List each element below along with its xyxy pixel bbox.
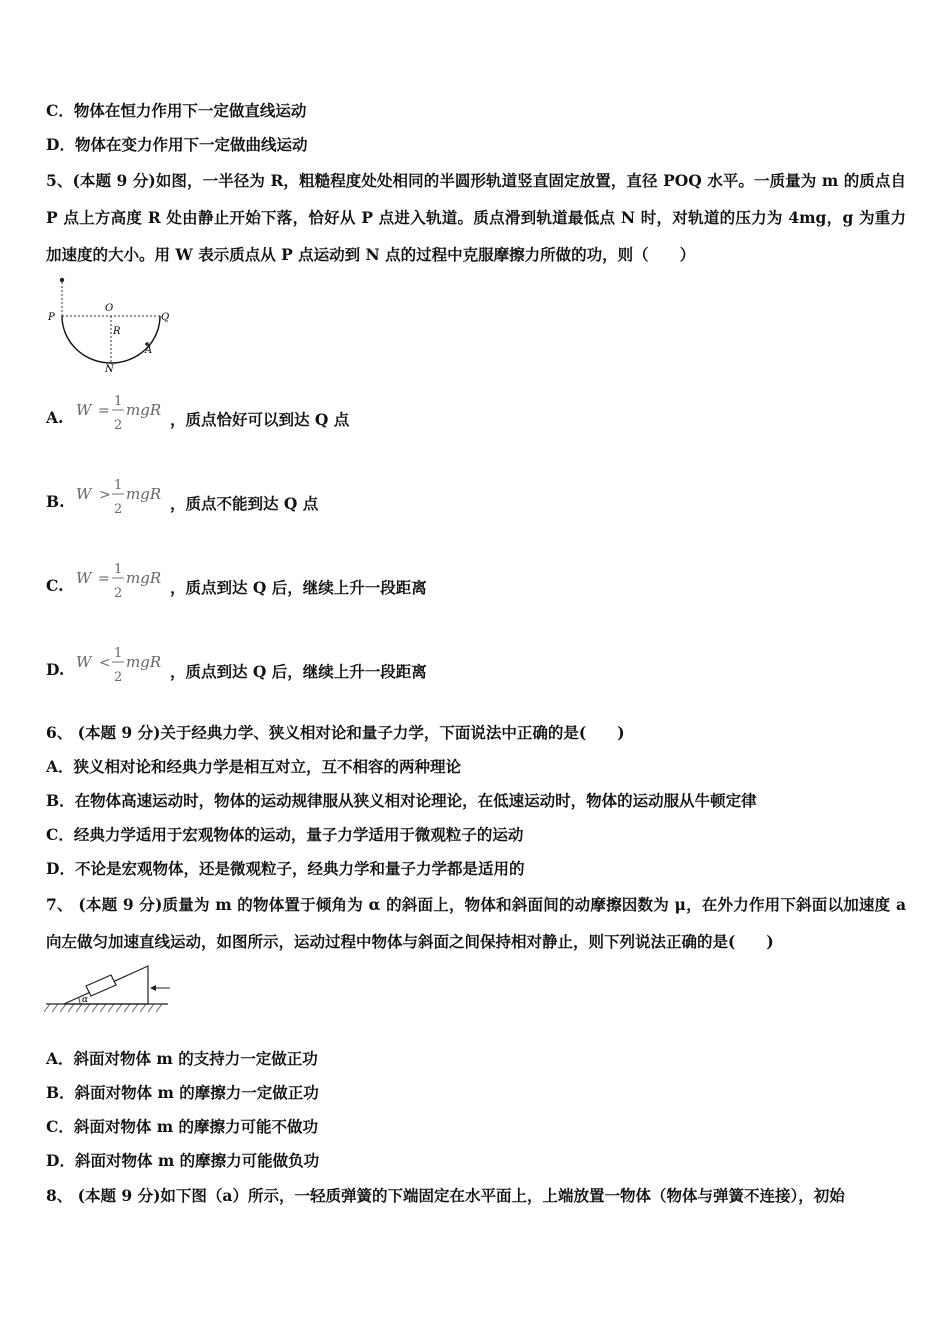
formula — [76, 642, 168, 692]
q7-stem: 7、 (本题 9 分)质量为 m 的物体置于倾角为 α 的斜面上，物体和斜面间的动摩擦因数为 μ，在外力作用下斜面以加速度 a 向左做匀加速直线运动，如图所示，运动过程中物体与斜面之间保持相对静止，则下列说法正确的是( ) — [46, 895, 906, 951]
label-alpha: α — [82, 995, 89, 1005]
q7-option-a: A．斜面对物体 m 的支持力一定做正功 — [46, 1049, 318, 1068]
svg-text:W: W — [76, 401, 92, 419]
q5-stem: 5、(本题 9 分)如图，一半径为 R，粗糙程度处处相同的半圆形轨道竖直固定放置，直径 POQ 水平。一质量为 m 的质点自 P 点上方高度 R 处由静止开始下落，恰好从 P 点进入轨道。质点滑到轨道最低点 N 时，对轨道的压力为 4mg，g 为重力加速度的大小。用 W 表示质点从 P 点运动到 N 点的过程中克服摩擦力所做的功，则（ ） — [46, 171, 906, 264]
svg-text:2: 2 — [114, 670, 123, 685]
svg-text:>: > — [99, 487, 111, 503]
ground-hatch — [44, 1004, 162, 1012]
svg-text:mgR: mgR — [126, 485, 162, 503]
svg-text:=: = — [98, 403, 110, 419]
force-arrowhead — [150, 985, 156, 991]
incline-figure — [44, 962, 174, 1018]
label-n: N — [105, 364, 114, 375]
q6-option-c: C．经典力学适用于宏观物体的运动，量子力学适用于微观粒子的运动 — [46, 825, 524, 844]
q6-option-d: D．不论是宏观物体，还是微观粒子，经典力学和量子力学都是适用的 — [46, 859, 525, 878]
svg-text:=: = — [98, 571, 110, 587]
q6-option-a: A．狭义相对论和经典力学是相互对立，互不相容的两种理论 — [46, 757, 462, 776]
svg-text:mgR: mgR — [126, 653, 162, 671]
svg-text:1: 1 — [114, 646, 123, 661]
svg-text:1: 1 — [114, 394, 123, 409]
label-a: A — [145, 345, 153, 356]
q7-option-c: C．斜面对物体 m 的摩擦力可能不做功 — [46, 1117, 319, 1136]
option-label: D. — [46, 660, 65, 679]
svg-text:W: W — [76, 485, 92, 503]
svg-text:2: 2 — [114, 586, 123, 601]
svg-text:mgR: mgR — [126, 401, 162, 419]
svg-text:1: 1 — [114, 478, 123, 493]
q7-option-b: B．斜面对物体 m 的摩擦力一定做正功 — [46, 1083, 319, 1102]
formula — [76, 390, 168, 440]
label-p: P — [48, 312, 55, 323]
option-label: A. — [46, 408, 64, 427]
svg-text:2: 2 — [114, 418, 123, 433]
label-o: O — [105, 303, 114, 314]
option-text: ，质点恰好可以到达 Q 点 — [170, 410, 350, 429]
q6-option-b: B．在物体高速运动时，物体的运动规律服从狭义相对论理论，在低速运动时，物体的运动服从牛顿定律 — [46, 791, 757, 810]
svg-text:<: < — [99, 655, 111, 671]
svg-text:1: 1 — [114, 562, 123, 577]
svg-text:2: 2 — [114, 502, 123, 517]
block-m — [86, 975, 116, 996]
formula — [76, 474, 168, 524]
q4-option-c: C．物体在恒力作用下一定做直线运动 — [46, 101, 307, 120]
formula — [76, 558, 168, 608]
option-label: C. — [46, 576, 64, 595]
option-text: ，质点不能到达 Q 点 — [170, 494, 319, 513]
q6-stem: 6、 (本题 9 分)关于经典力学、狭义相对论和量子力学，下面说法中正确的是( ) — [46, 723, 625, 742]
drop-start-point — [60, 278, 64, 282]
semicircle-track-figure — [44, 276, 184, 376]
svg-text:W: W — [76, 653, 92, 671]
q8-stem: 8、 (本题 9 分)如下图（a）所示，一轻质弹簧的下端固定在水平面上，上端放置一物体（物体与弹簧不连接），初始 — [46, 1186, 845, 1205]
q7-option-d: D．斜面对物体 m 的摩擦力可能做负功 — [46, 1151, 320, 1170]
label-r: R — [113, 326, 121, 337]
option-label: B. — [46, 492, 65, 511]
angle-arc — [79, 998, 80, 1004]
q4-option-d: D．物体在变力作用下一定做曲线运动 — [46, 135, 308, 154]
label-q: Q — [161, 312, 170, 323]
option-text: ，质点到达 Q 后，继续上升一段距离 — [170, 662, 427, 681]
option-text: ，质点到达 Q 后，继续上升一段距离 — [170, 578, 427, 597]
svg-text:W: W — [76, 569, 92, 587]
svg-text:mgR: mgR — [126, 569, 162, 587]
